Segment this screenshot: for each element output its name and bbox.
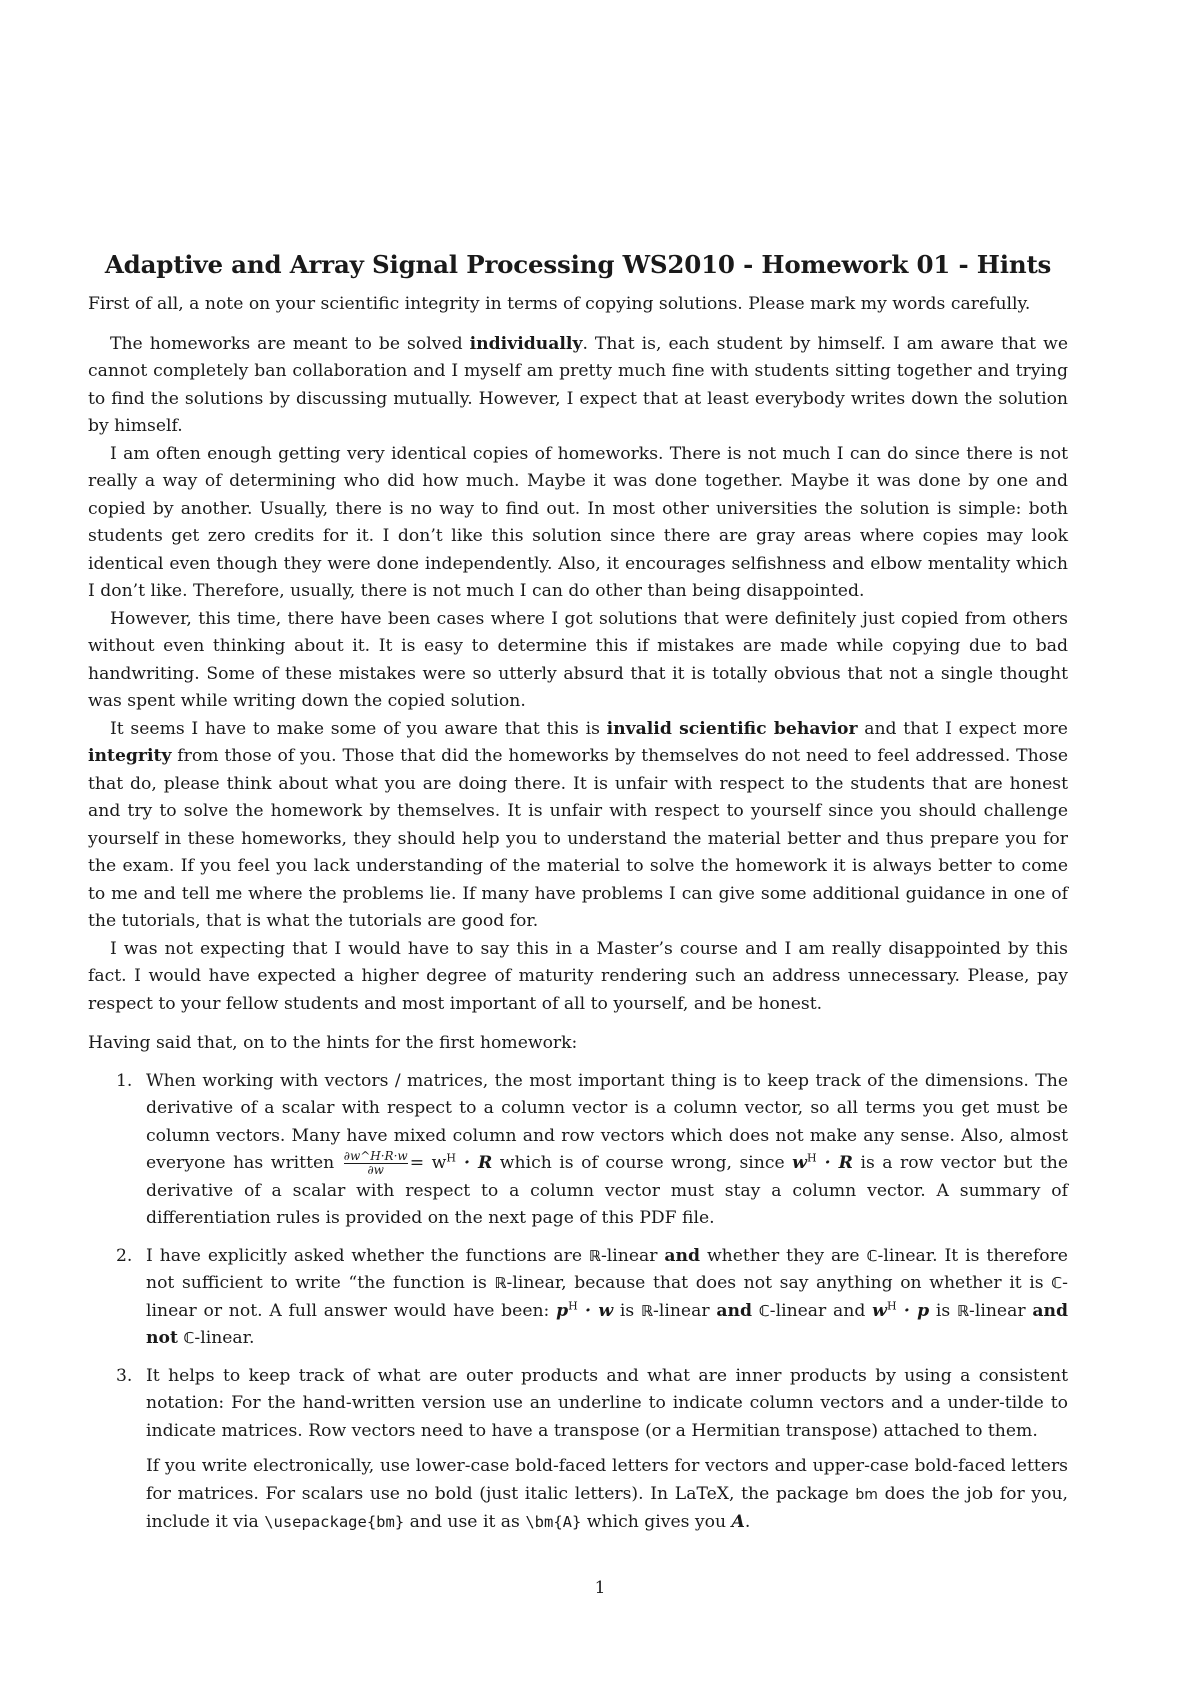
- hints-list: [88, 1068, 1068, 1537]
- paragraph-integrity: It seems I have to make some of you aware that this is invalid scientific behavior and that I expect more integrity from those of you. Those that did the homeworks by themselves do not need to feel addressed. Those that do, please think about what you are doing there. It is unfair with respect to the students that are honest and try to solve the homework by themselves. It is unfair with respect to yourself since you should challenge yourself in these homeworks, they should help you to understand the material better and thus prepare you for the exam. If you feel you lack understanding of the material to solve the homework it is always better to come to me and tell me where the problems lie. If many have problems I can give some additional guidance in one of the tutorials, that is what the tutorials are good for.: [88, 718, 1068, 931]
- paragraph-copied-solutions: However, this time, there have been cases where I got solutions that were definitely just copied from others without even thinking about it. It is easy to determine this if mistakes are made while copying due to bad handwriting. Some of these mistakes were so utterly absurd that it is totally obvious that not a single thought was spent while writing down the copied solution.: [88, 608, 1068, 711]
- hint-number: 3.: [116, 1365, 133, 1386]
- paragraph-individually: The homeworks are meant to be solved individually. That is, each student by himself. I am aware that we cannot completely ban collaboration and I myself am pretty much fine with students sitting together and trying to find the solutions by discussing mutually. However, I expect that at least everybody writes down the solution by himself.: [88, 333, 1069, 436]
- derivative-fraction: $\frac{\partial w\^{}H\cdot R\cdot w}{\partial w}$: [343, 1149, 408, 1177]
- paragraph-identical-copies: I am often enough getting very identical copies of homeworks. There is not much I can do since there is not really a way of determining who did how much. Maybe it was done together. Maybe it was done by one and copied by another. Usually, there is no way to find out. In most other universities the solution is simple: both students get zero credits for it. I don’t like this solution since there are gray areas where copies may look identical even though they were done independently. Also, it encourages selfishness and elbow mentality which I don’t like. Therefore, usually, there is not much I can do other than being disappointed.: [88, 443, 1068, 601]
- intro-paragraph: First of all, a note on your scientific integrity in terms of copying solutions. Please mark my words carefully.: [88, 294, 1031, 314]
- hint-number: 2.: [116, 1245, 133, 1266]
- paragraph-disappointed: I was not expecting that I would have to say this in a Master’s course and I am really disappointed by this fact. I would have expected a higher degree of maturity rendering such an address unnecessary. Please, pay respect to your fellow students and most important of all to yourself, and be honest.: [88, 938, 1068, 1014]
- document-title: Adaptive and Array Signal Processing WS2010 - Homework 01 - Hints: [104, 250, 1052, 279]
- document-page: [88, 250, 1068, 1547]
- hint-item-2: 2. I have explicitly asked whether the functions are ℝ-linear and whether they are ℂ-linear. It is therefore not sufficient to write “the function is ℝ-linear, because that does not say anything on whether it is ℂ-linear or not. A full answer would have been: $p^H \cdot w$ is ℝ-linear and ℂ-linear and $w^H \cdot p$ is ℝ-linear and not ℂ-linear.: [88, 1243, 1068, 1353]
- hint-number: 1.: [116, 1070, 133, 1091]
- hint-item-1: 1. When working with vectors / matrices, the most important thing is to keep track of the dimensions. The derivative of a scalar with respect to a column vector is a column vector, so all terms you get must be column vectors. Many have mixed column and row vectors which does not make any sense. Also, almost everyone has written $\frac{\partial w\^{}H\cdot R\cdot w}{\partial w}$ = $w^H \cdot R$ which is of course wrong, since $w^H \cdot R$ is a row vector but the derivative of a scalar with respect to a column vector must stay a column vector. A summary of differentiation rules is provided on the next page of this PDF file.: [88, 1068, 1068, 1233]
- hints-lead: Having said that, on to the hints for the first homework:: [88, 1033, 578, 1053]
- page-number: 1: [594, 1578, 606, 1598]
- hint-item-3: 3. It helps to keep track of what are outer products and what are inner products by using a consistent notation: For the hand-written version use an underline to indicate column vectors and a under-tilde to indicate matrices. Row vectors need to have a transpose (or a Hermitian transpose) attached to them. If you write electronically, use lower-case bold-faced letters for vectors and upper-case bold-faced letters for matrices. For scalars use no bold (just italic letters). In LaTeX, the package bm does the job for you, include it via \usepackage{bm} and use it as \bm{A} which gives you A.: [88, 1363, 1068, 1537]
